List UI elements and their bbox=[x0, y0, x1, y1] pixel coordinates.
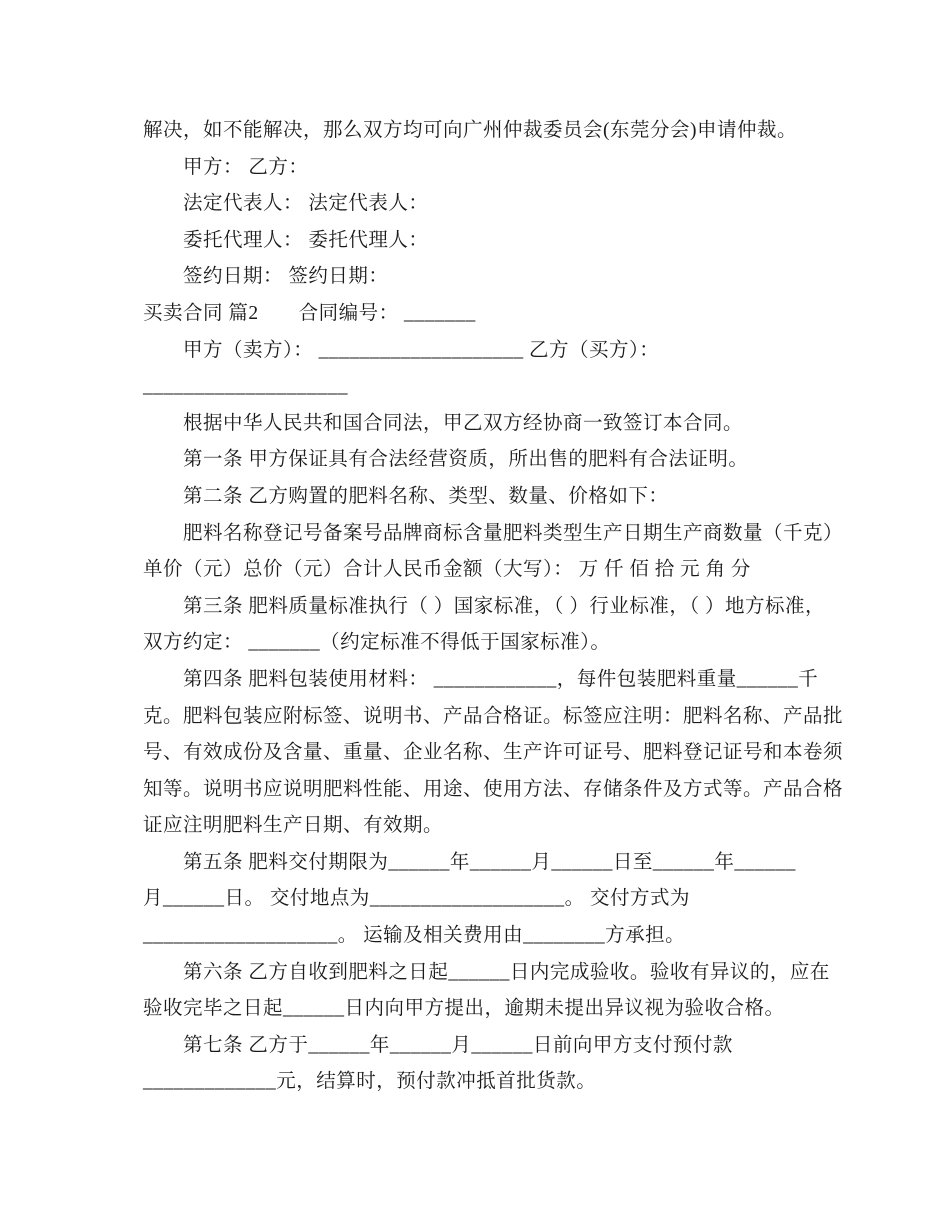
contract-text-block bbox=[143, 113, 844, 1101]
doc-line: 解决，如不能解决，那么双方均可向广州仲裁委员会(东莞分会)申请仲裁。 bbox=[143, 120, 797, 141]
doc-line: 第一条 甲方保证具有合法经营资质，所出售的肥料有合法证明。 bbox=[183, 449, 749, 471]
doc-line: 验收完毕之日起______日内向甲方提出，逾期未提出异议视为验收合格。 bbox=[143, 998, 785, 1020]
doc-line: 月______日。 交付地点为___________________。 交付方式为 bbox=[143, 888, 691, 910]
doc-line: ___________________。 运输及相关费用由________方承担。 bbox=[143, 925, 686, 947]
doc-line: _____________元，结算时，预付款冲抵首批货款。 bbox=[143, 1071, 597, 1093]
doc-line: 甲方： 乙方： bbox=[183, 156, 309, 178]
doc-line: 肥料名称登记号备案号品牌商标含量肥料类型生产日期生产商数量（千克） bbox=[183, 522, 844, 544]
doc-line: 第五条 肥料交付期限为______年______月______日至______年______ bbox=[183, 851, 796, 873]
doc-line: 第四条 肥料包装使用材料： ____________，每件包装肥料重量______千 bbox=[183, 668, 819, 690]
doc-line: 证应注明肥料生产日期、有效期。 bbox=[143, 815, 444, 837]
doc-line: 号、有效成份及含量、重量、企业名称、生产许可证号、肥料登记证号和本卷须 bbox=[143, 742, 844, 764]
doc-line: 第七条 乙方于______年______月______日前向甲方支付预付款 bbox=[183, 1034, 733, 1056]
doc-line: 法定代表人： 法定代表人： bbox=[183, 193, 429, 215]
doc-line: 甲方（卖方）： ____________________ 乙方（买方）： bbox=[183, 339, 660, 361]
doc-line: 克。肥料包装应附标签、说明书、产品合格证。标签应注明：肥料名称、产品批 bbox=[143, 705, 844, 727]
doc-line: 第二条 乙方购置的肥料名称、类型、数量、价格如下： bbox=[183, 485, 669, 507]
doc-line: 第六条 乙方自收到肥料之日起______日内完成验收。验收有异议的，应在 bbox=[183, 961, 830, 983]
doc-line: 双方约定： _______（约定标准不得低于国家标准）。 bbox=[143, 632, 611, 654]
doc-line: 第三条 肥料质量标准执行（ ）国家标准，（ ）行业标准，（ ）地方标准， bbox=[183, 595, 826, 617]
doc-line: 根据中华人民共和国合同法，甲乙双方经协商一致签订本合同。 bbox=[183, 412, 744, 434]
doc-line: 签约日期： 签约日期： bbox=[183, 266, 389, 288]
doc-line: 委托代理人： 委托代理人： bbox=[183, 229, 429, 251]
doc-line-section-heading: 买卖合同 篇2 合同编号： _______ bbox=[143, 302, 476, 324]
doc-line: 知等。说明书应说明肥料性能、用途、使用方法、存储条件及方式等。产品合格 bbox=[143, 778, 844, 800]
doc-line-blank-underline: ____________________ bbox=[143, 376, 348, 398]
doc-line: 单价（元）总价（元）合计人民币金额（大写）： 万 仟 佰 拾 元 角 分 bbox=[143, 559, 751, 581]
